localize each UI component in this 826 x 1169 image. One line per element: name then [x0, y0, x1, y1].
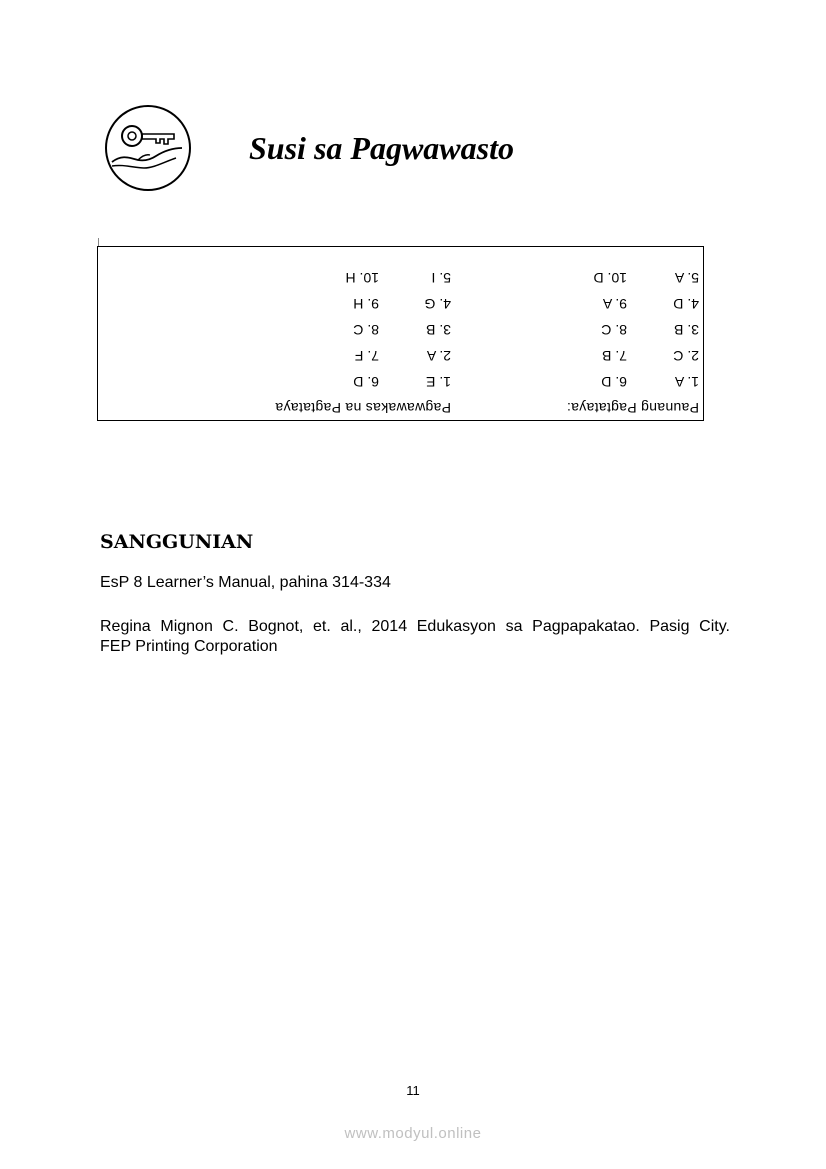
- post-test-heading: Pagwawakas na Pagtataya: [275, 400, 451, 416]
- references-heading: SANGGUNIAN: [100, 531, 254, 553]
- reference-entry: Regina Mignon C. Bognot, et. al., 2014 Edukasyon sa Pagpapakatao. Pasig City.: [100, 618, 730, 635]
- key-in-hand-icon: [104, 104, 192, 192]
- page-title: Susi sa Pagwawasto: [249, 130, 514, 166]
- margin-mark: [98, 238, 99, 246]
- watermark: www.modyul.online: [344, 1125, 482, 1142]
- pre-test-heading: Paunang Pagtataya:: [566, 400, 699, 416]
- reference-entry: FEP Printing Corporation: [100, 638, 278, 655]
- reference-entry: EsP 8 Learner’s Manual, pahina 314-334: [100, 574, 391, 591]
- page-number: 11: [406, 1083, 420, 1098]
- answer-key-rotated: Paunang Pagtataya: 1. A 6. D 2. C 7. B 3. B 8. C 4. D 9. A 5. A 10. D Pagwawakas na Pagtataya 1. E 6. D 2. A 7. F 3. B 8. C 4. G 9. H 5. I 10. H: [275, 270, 699, 416]
- answer-key-box: [97, 246, 704, 421]
